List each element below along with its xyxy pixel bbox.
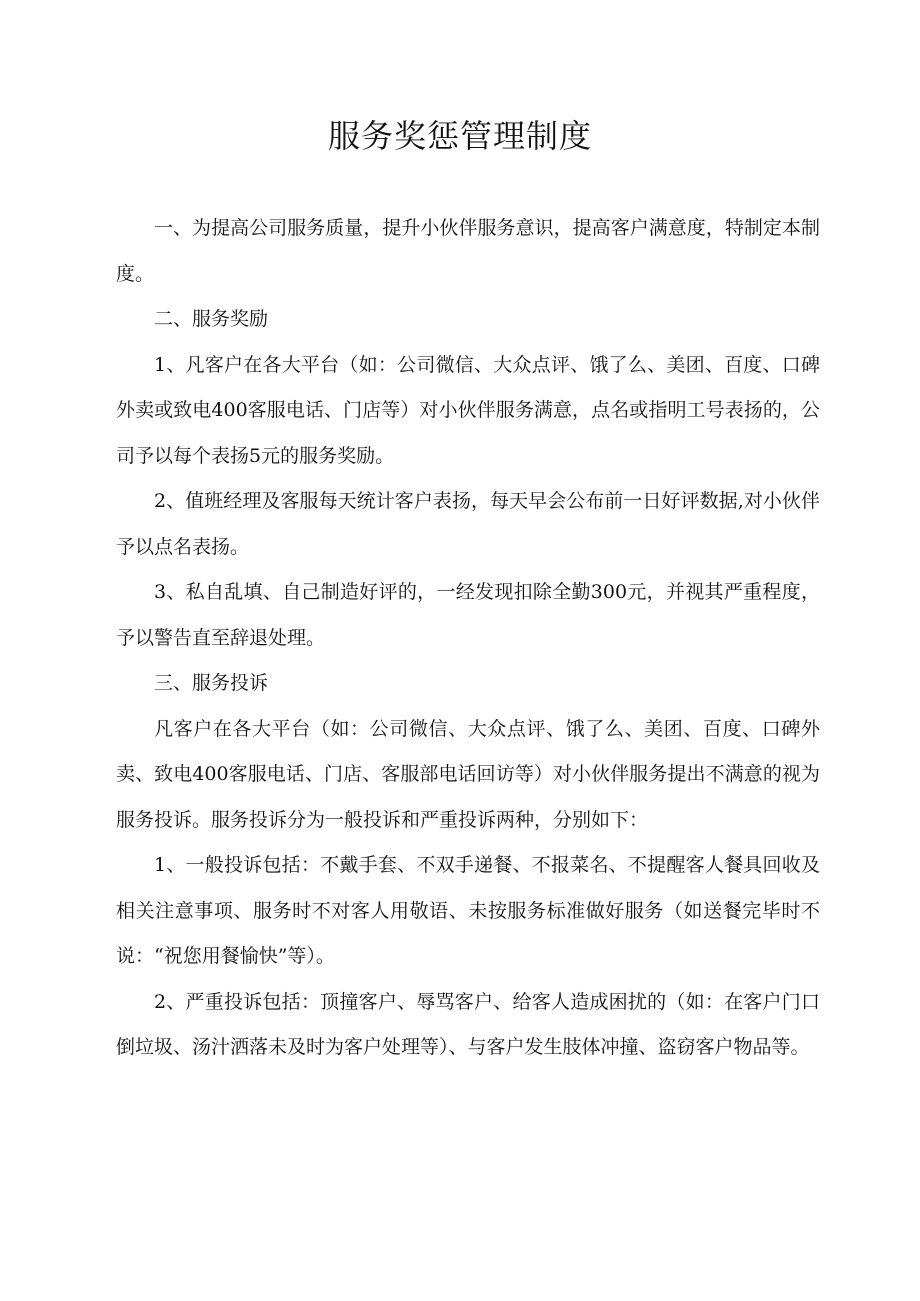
section-heading-rewards: 二、服务奖励: [154, 308, 269, 330]
document-title: 服务奖惩管理制度: [327, 117, 592, 155]
paragraph-reward-rule-2: 2、值班经理及客服每天统计客户表扬，每天早会公布前一日好评数据,对小伙伴予以点名表扬。: [116, 490, 820, 558]
document-body: [116, 206, 820, 1071]
section-heading-complaints: 三、服务投诉: [154, 672, 269, 694]
paragraph-serious-complaint: 2、严重投诉包括：顶撞客户、辱骂客户、给客人造成困扰的（如：在客户门口倒垃圾、汤汁洒落未及时为客户处理等）、与客户发生肢体冲撞、盗窃客户物品等。: [116, 990, 820, 1058]
paragraph-general-complaint: 1、一般投诉包括：不戴手套、不双手递餐、不报菜名、不提醒客人餐具回收及相关注意事项、服务时不对客人用敬语、未按服务标准做好服务（如送餐完毕时不说：“祝您用餐愉快”等）。: [116, 854, 820, 967]
paragraph-reward-rule-3: 3、私自乱填、自己制造好评的，一经发现扣除全勤300元，并视其严重程度，予以警告直至辞退处理。: [116, 581, 820, 649]
paragraph-complaint-definition: 凡客户在各大平台（如：公司微信、大众点评、饿了么、美团、百度、口碑外卖、致电400客服电话、门店、客服部电话回访等）对小伙伴服务提出不满意的视为服务投诉。服务投诉分为一般投诉和严重投诉两种，分别如下：: [116, 717, 820, 831]
paragraph-reward-rule-1: 1、凡客户在各大平台（如：公司微信、大众点评、饿了么、美团、百度、口碑外卖或致电400客服电话、门店等）对小伙伴服务满意，点名或指明工号表扬的，公司予以每个表扬5元的服务奖励。: [116, 353, 820, 467]
paragraph-purpose: 一、为提高公司服务质量，提升小伙伴服务意识，提高客户满意度，特制定本制度。: [116, 217, 820, 285]
